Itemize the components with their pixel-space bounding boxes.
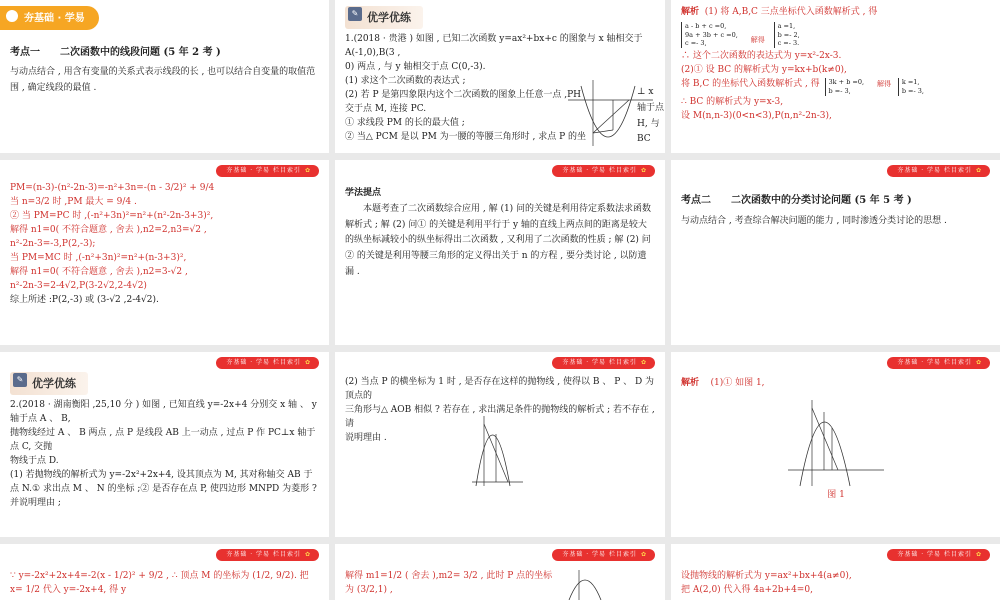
q2-line-3: 物线于点 D. (10, 456, 59, 466)
a1-line-3: (2)① 设 BC 的解析式为 y=kx+b(k≠0), (681, 65, 847, 76)
banner-circle-icon (4, 8, 20, 24)
analysis-label: 解析 (681, 7, 700, 17)
q2-part2-line-1: (2) 当点 P 的横坐标为 1 时 , 是否存在这样的抛物线 , 使得以 B 、 P 、 D 为顶点的 (345, 377, 655, 401)
flower-icon: ✿ (304, 359, 311, 366)
a1-line-1: (1) 将 A,B,C 三点坐标代入函数解析式 , 得 (704, 7, 878, 17)
practice-badge: ✎ 优学优练 (10, 372, 88, 395)
q2-part2-line-2: 三角形与△ AOB 相似 ? 若存在 , 求出满足条件的抛物线的解析式 ; 若不存在 , 请 (345, 404, 655, 429)
flower-icon: ✿ (975, 551, 982, 558)
q1-line-3: (1) 求这个二次函数的表达式 ; (345, 76, 466, 87)
flower-icon: ✿ (975, 167, 982, 174)
a2-line-5: n²-2n-3=-3,P(2,-3); (10, 238, 96, 249)
system-2: a =1, b =- 2, c =- 3. (774, 22, 800, 48)
flower-icon: ✿ (640, 551, 647, 558)
slide-kp1 (0, 0, 329, 153)
slide-q2 (0, 352, 329, 537)
a6-line-1: 设抛物线的解析式为 y=ax²+bx+4(a≠0), (681, 571, 852, 581)
a1-line-6: 设 M(n,n-3)(0<n<3),P(n,n²-2n-3), (681, 110, 832, 121)
a2-line-9: 综上所述 :P(2,-3) 或 (3-√2 ,2-4√2). (10, 294, 159, 305)
top-nav-bar[interactable]: 夯基础 · 学易 栏目索引 ✿ (216, 357, 319, 369)
kp2-heading: 考点二 二次函数中的分类讨论问题 (5 年 5 考 ) (681, 195, 912, 206)
a1-line-5: ∴ BC 的解析式为 y=x-3, (681, 96, 784, 107)
a5-line-1: 解得 m1=1/2 ( 舍去 ),m2= 3/2 , 此时 P 点的坐标为 (3/2,1) , (345, 571, 553, 595)
q2-line-4: (1) 若抛物线的解析式为 y=-2x²+2x+4, 设其顶点为 M, 其对称轴交 AB 于点 N.① 求出点 M 、 N 的坐标 ;② 是否存在点 P, 使四边形 MNPD 为菱形 ? 并说明理由 ; (10, 469, 317, 508)
kp1-desc: 与动点结合 , 用含有变量的关系式表示线段的长 , 也可以结合自变量的取值范围 , 确定线段的最值 . (10, 67, 316, 93)
system-4: k =1, b =- 3, (898, 78, 924, 96)
top-nav-bar[interactable]: 夯基础 · 学易 栏目索引 ✿ (552, 165, 655, 177)
a2-line-3: ② 当 PM=PC 时 ,(-n²+3n)²=n²+(n²-2n-3+3)², (10, 210, 214, 221)
q1-line-7: ② 当△ PCM 是以 PM 为一腰的等腰三角形时 , 求点 P 的坐 (345, 131, 587, 142)
q1-line-5: 交于点 M, 连接 PC. (345, 103, 427, 114)
tips-paragraph: 本题考查了二次函数综合应用 , 解 (1) 问的关键是利用待定系数法求函数解析式 ; 解 (2) 问① 的关键是利用平行于 y 轴的直线上两点间的距离是较大的纵坐标减较小的纵坐标得出二次函数 , 又利用了二次函数的性质 ; 解 (2) 问② 的关键是利用等腰三角形的定义得出关于 n 的方程 , 要分类讨论 , 以防遗漏 . (345, 203, 652, 277)
slide-a3 (0, 544, 329, 600)
q2-figure (470, 414, 525, 489)
a2-line-7: 解得 n1=0( 不符合题意 , 舍去 ),n2=3-√2 , (10, 266, 188, 277)
flower-icon: ✿ (304, 551, 311, 558)
a2-line-4: 解得 n1=0( 不符合题意 , 舍去 ),n2=2,n3=√2 , (10, 224, 207, 235)
a6-line-2: 把 A(2,0) 代入得 4a+2b+4=0, (681, 584, 813, 595)
top-nav-bar[interactable]: 夯基础 · 学易 栏目索引 ✿ (887, 549, 990, 561)
system-1: a - b + c =0, 9a + 3b + c =0, c =- 3, (681, 22, 738, 48)
flower-icon: ✿ (975, 359, 982, 366)
slide-a5 (671, 544, 1000, 600)
a1-systems: a - b + c =0, 9a + 3b + c =0, c =- 3, $_{解得}$ a =1, b =- 2, c =- 3. (681, 22, 990, 48)
top-nav-bar[interactable]: 夯基础 · 学易 栏目索引 ✿ (216, 549, 319, 561)
practice-badge: ✎ 优学优练 (345, 6, 423, 29)
a3-line-1: (1)① 如图 1, (710, 378, 765, 388)
slide-tips (335, 160, 665, 345)
q2-line-1: 2.(2018 · 湖南衡阳 ,25,10 分 ) 如图 , 已知直线 y=-2x+4 分别交 x 轴 、 y 轴于点 A 、 B, (10, 400, 317, 425)
q1-line-4: (2) 若 P 是第四象限内这个二次函数的图象上任意一点 ,PH (345, 90, 582, 100)
slide-a4 (335, 544, 665, 600)
a1-line-2: ∴ 这个二次函数的表达式为 y=x²-2x-3. (681, 51, 842, 62)
pencil-icon: ✎ (348, 7, 362, 21)
q1-line-1: 1.(2018 · 贵港 ) 如图 , 已知二次函数 y=ax²+bx+c 的图象与 x 轴相交于 A(-1,0),B(3 , (345, 34, 643, 59)
kp1-heading: 考点一 二次函数中的线段问题 (5 年 2 考 ) (10, 46, 221, 58)
flower-icon: ✿ (640, 359, 647, 366)
slide-q2-cont (335, 352, 665, 537)
top-nav-bar[interactable]: 夯基础 · 学易 栏目索引 ✿ (887, 165, 990, 177)
a2-line-2: 当 n=3/2 时 ,PM 最大 = 9/4 . (10, 196, 137, 207)
tips-title: 学法提点 (345, 188, 382, 198)
top-nav-bar[interactable]: 夯基础 · 学易 栏目索引 ✿ (552, 357, 655, 369)
a2-line-1: PM=(n-3)-(n²-2n-3)=-n²+3n=-(n - 3/2)² + 9/4 (10, 183, 215, 193)
fig1-caption: 图 1 (827, 490, 845, 500)
fig1 (786, 398, 886, 504)
slide-a1 (671, 0, 1000, 153)
a2-line-8: n²-2n-3=2-4√2,P(3-2√2,2-4√2) (10, 280, 147, 291)
slide-a2 (671, 352, 1000, 537)
a1-line-4: 将 B,C 的坐标代入函数解析式 , 得 3k + b =0, b =- 3, 解得 k =1, b =- 3, (681, 78, 924, 95)
slide-kp2 (671, 160, 1000, 345)
slide-a1-cont (0, 160, 329, 345)
analysis-label: 解析 (681, 378, 700, 388)
pencil-icon: ✎ (13, 373, 27, 387)
top-nav-bar[interactable]: 夯基础 · 学易 栏目索引 ✿ (552, 549, 655, 561)
q2-line-2: 抛物线经过 A 、 B 两点 , 点 P 是线段 AB 上一动点 , 过点 P 作 PC⊥x 轴于点 C, 交抛 (10, 428, 316, 453)
a4-figure (565, 570, 605, 600)
section-banner: 夯基础 · 学易 (0, 6, 99, 30)
q1-line-6: ① 求线段 PM 的长的最大值 ; (345, 117, 465, 128)
a4-line-1: ∵ y=-2x²+2x+4=-2(x - 1/2)² + 9/2 , ∴ 顶点 M 的坐标为 (1/2, 9/2). 把 x= 1/2 代入 y=-2x+4, 得 y (10, 571, 309, 595)
system-3: 3k + b =0, b =- 3, (825, 78, 865, 96)
top-nav-bar[interactable]: 夯基础 · 学易 栏目索引 ✿ (216, 165, 319, 177)
flower-icon: ✿ (304, 167, 311, 174)
q1-line-2: 0) 两点 , 与 y 轴相交于点 C(0,-3). (345, 62, 486, 73)
top-nav-bar[interactable]: 夯基础 · 学易 栏目索引 ✿ (887, 357, 990, 369)
q2-part2-line-3: 说明理由 . (345, 432, 387, 443)
a2-line-6: 当 PM=MC 时 ,(-n²+3n)²=n²+(n-3+3)², (10, 252, 187, 263)
slide-q1 (335, 0, 665, 153)
flower-icon: ✿ (640, 167, 647, 174)
kp2-desc: 与动点结合 , 考查综合解决问题的能力 , 同时渗透分类讨论的思想 . (681, 215, 947, 226)
q1-tail: ⊥ x 轴于点 H, 与 BC (637, 87, 665, 145)
